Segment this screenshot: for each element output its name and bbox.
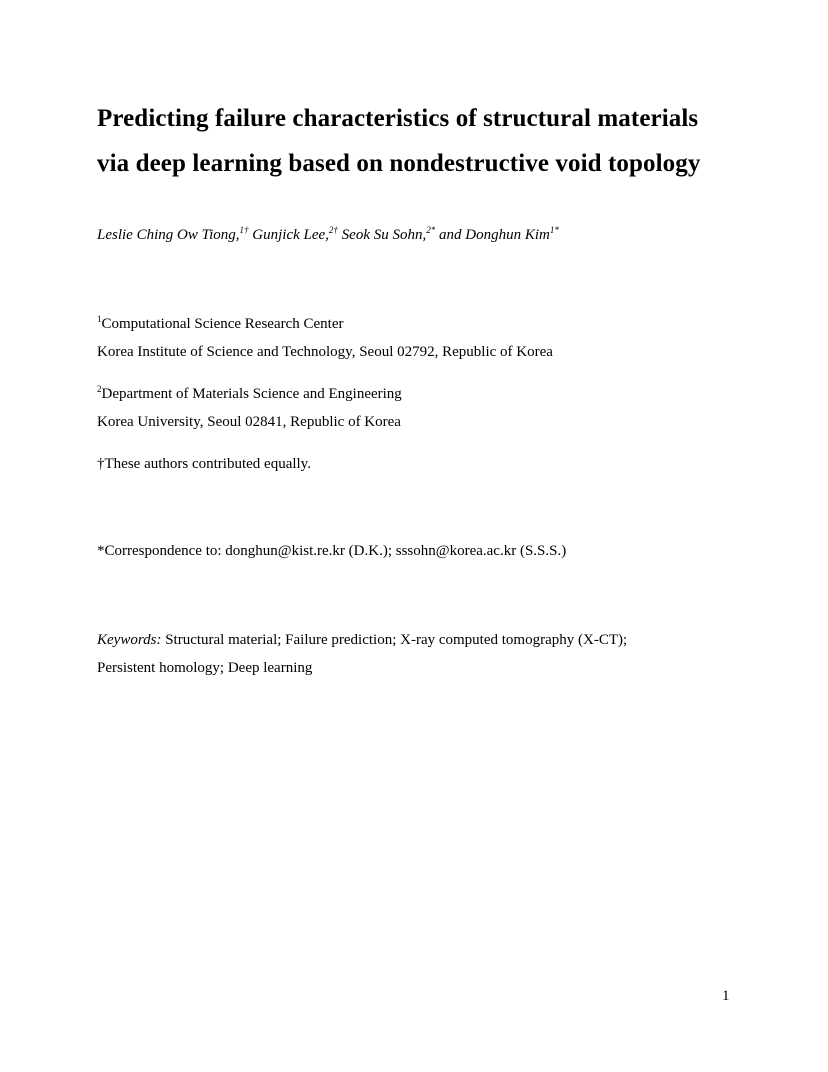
correspondence-note: *Correspondence to: donghun@kist.re.kr (D.K.); sssohn@korea.ac.kr (S.S.S.) xyxy=(97,543,567,559)
title-line-2: via deep learning based on nondestructive void topology xyxy=(97,150,701,177)
author-affiliation-mark: 2† xyxy=(328,225,338,235)
author-affiliation-mark: 2* xyxy=(426,225,436,235)
paper-title xyxy=(97,96,757,186)
affiliation-1 xyxy=(97,310,553,366)
author-list xyxy=(97,227,559,244)
affiliation-institution: Korea University, Seoul 02841, Republic of Korea xyxy=(97,414,401,430)
title-line-1: Predicting failure characteristics of structural materials xyxy=(97,105,699,132)
author-name: Gunjick Lee, xyxy=(248,227,329,243)
keywords-label: Keywords: xyxy=(97,632,162,648)
author-affiliation-mark: 1* xyxy=(549,225,559,235)
keywords-text: Structural material; Failure prediction; X-ray computed tomography (X-CT); xyxy=(161,632,628,648)
author-name: Leslie Ching Ow Tiong, xyxy=(97,227,240,243)
affiliation-unit: Computational Science Research Center xyxy=(101,316,344,332)
keywords xyxy=(97,626,627,682)
affiliation-mark: 1 xyxy=(97,314,102,324)
page-number: 1 xyxy=(722,988,730,1004)
affiliation-institution: Korea Institute of Science and Technology, Seoul 02792, Republic of Korea xyxy=(97,344,553,360)
affiliation-unit: Department of Materials Science and Engineering xyxy=(101,386,402,402)
affiliation-mark: 2 xyxy=(97,384,102,394)
author-name: and Donghun Kim xyxy=(435,227,550,243)
keywords-line-2: Persistent homology; Deep learning xyxy=(97,660,313,676)
affiliation-line xyxy=(97,310,553,338)
keywords-line-1 xyxy=(97,626,627,654)
author-affiliation-mark: 1† xyxy=(239,225,249,235)
affiliation-line xyxy=(97,380,402,408)
affiliation-2 xyxy=(97,380,402,436)
equal-contribution-note: †These authors contributed equally. xyxy=(97,456,311,472)
author-name: Seok Su Sohn, xyxy=(337,227,427,243)
